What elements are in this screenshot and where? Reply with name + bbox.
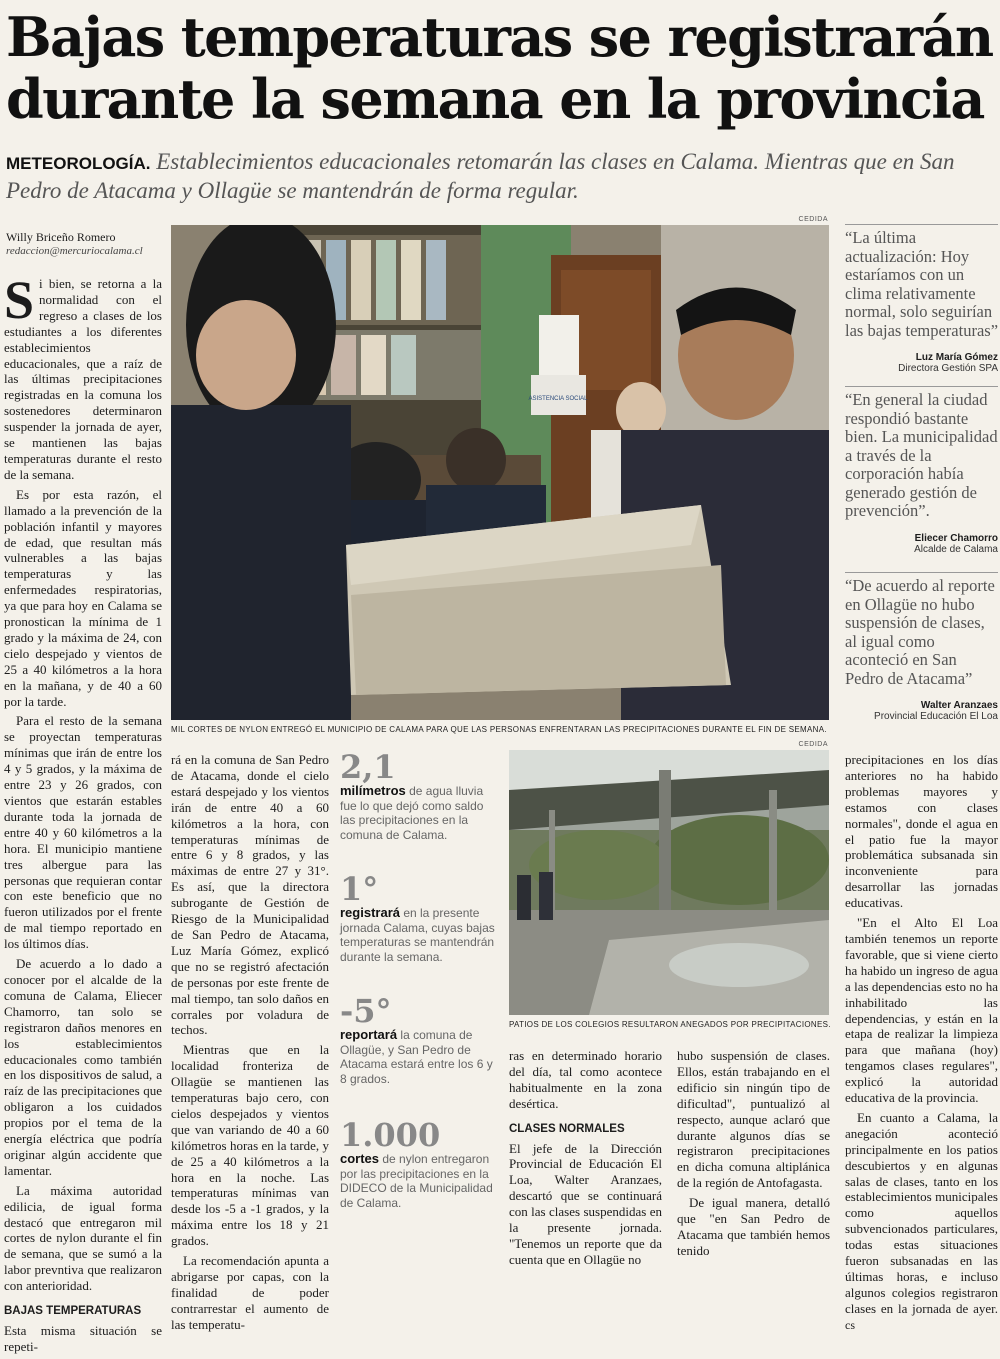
quote-role: Provincial Educación El Loa (874, 711, 998, 722)
stat-number: 1.000 (340, 1116, 441, 1154)
stat-description: cortes de nylon entregaron por las precipitaciones en la DIDECO de la Municipalidad de Calama. (340, 1151, 493, 1210)
author-email[interactable]: redaccion@mercuriocalama.cl (6, 245, 143, 257)
quote-author: Luz María Gómez (915, 352, 998, 363)
quote-text: “De acuerdo al reporte en Ollagüe no hubo suspensión de clases, al igual como aconteció en San Pedro de Atacama” (845, 576, 995, 688)
paragraph: Para el resto de la semana se proyectan temperaturas mínimas que irán de entre los 4 y 5 grados, y la máxima de entre 23 y 26 grados, con vientos que estarán estables durante toda la jornada de entre 40 y 60 kilómetros a la hora. El municipio mantiene tres albergue para las personas que requieran contar con este beneficio que no fueron utilizados por el frente de mal tiempo reportado en los últimos días. (4, 713, 162, 952)
main-photo-image (171, 225, 829, 720)
subheading: CLASES NORMALES (509, 1122, 625, 1135)
paragraph: Esta misma situación se repeti- (4, 1323, 162, 1354)
second-photo-caption: PATIOS DE LOS COLEGIOS RESULTARON ANEGADOS POR PRECIPITACIONES. (509, 1020, 831, 1029)
headline: Bajas temperaturas se registrarán durante la semana en la provincia (6, 5, 993, 131)
paragraph: La máxima autoridad edilicia, de igual forma destacó que entregaron mil cortes de nylon durante el fin de semana, que se sumó a la labor prevntiva que realizaron con anterioridad. (4, 1182, 162, 1294)
office-sign: ASISTENCIA SOCIAL (528, 396, 588, 402)
quote-divider (845, 224, 998, 225)
article-column-5 (677, 1048, 830, 1263)
main-photo-caption: MIL CORTES DE NYLON ENTREGÓ EL MUNICIPIO DE CALAMA PARA QUE LAS PERSONAS ENFRENTARAN LAS PRECIPITACIONES DURANTE EL FIN DE SEMANA. (171, 725, 827, 734)
stat-description: milímetros de agua lluvia fue lo que dejó como saldo las precipitaciones en la comuna de Calama. (340, 783, 484, 842)
stat-1 (340, 750, 498, 842)
second-photo-image (509, 750, 829, 1015)
quote-1 (845, 224, 998, 374)
lead-paragraph (6, 148, 996, 204)
quote-3 (845, 572, 998, 722)
lead-text: Establecimientos educacionales retomarán las clases en Calama. Mientras que en San Pedro de Atacama y Ollagüe se mantendrán de forma regular. (6, 149, 955, 203)
paragraph: La recomendación apunta a abrigarse por capas, con la finalidad de poder contrarrestar el aumento de las temperatu- (171, 1253, 329, 1332)
paragraph: De acuerdo a lo dado a conocer por el alcalde de la comuna de Calama, Eliecer Chamorro, tan solo se registraron daños menores en los establecimientos educacionales como también en los dispositivos de salud, a raíz de las precipitaciones que obligaron a los cuidados propios por el tema de la energía eléctrica que podría originar algún accidente que lamentar. (4, 956, 162, 1178)
photo-credit: CEDIDA (798, 741, 828, 748)
article-column-4 (509, 1048, 662, 1272)
paragraph: De igual manera, detalló que "en San Pedro de Atacama que también hemos tenido (677, 1195, 830, 1258)
author-name: Willy Briceño Romero (6, 230, 116, 244)
article-column-2 (171, 752, 329, 1337)
stat-3 (340, 994, 498, 1086)
quote-role: Alcalde de Calama (914, 543, 998, 555)
second-photo (509, 750, 829, 1015)
section-kicker: METEOROLOGÍA. (6, 154, 151, 173)
paragraph: El jefe de la Dirección Provincial de Educación El Loa, Walter Aranzaes, descartó que se continuará con las clases suspendidas en la presente jornada. "Tenemos un reporte que da cuenta que en Ollagüe no (509, 1140, 662, 1267)
quote-divider (845, 386, 998, 387)
paragraph: Es por esta razón, el llamado a la prevención de la población infantil y mayores de edad, que resultan más vulnerables a las bajas temperaturas y las enfermedades respiratorias, ya que para hoy en Calama se pronostican la mínima de 1 grado y la máxima de 24, con cielo despejado y vientos de 25 a 40 kilómetros a la hora en la mañana, y de 40 a 60 por la tarde. (4, 486, 162, 709)
quote-role: Directora Gestión SPA (898, 363, 998, 374)
article-column-6 (845, 752, 998, 1338)
paragraph: Si bien, se retorna a la normalidad con el regreso a clases de los estudiantes a los diferentes establecimientos educacionales, que a raíz de las últimas precipitaciones registradas en la comuna los sostenedores determinaron suspender la jornada de ayer, se mantienen las bajas temperaturas durante el resto de la semana. (4, 270, 162, 482)
stat-description: registrará en la presente jornada Calama, cuyas bajas temperaturas se mantendrán durante la semana. (340, 905, 495, 964)
paragraph: ras en determinado horario del día, tal como acontece habitualmente en la zona desértica. (509, 1048, 662, 1111)
paragraph: Mientras que en la localidad fronteriza de Ollagüe se mantienen las temperaturas bajo cero, con cielos despejados y vientos que van variando de 40 a 60 kilómetros horas en la tarde, y de 25 a 40 kilómetros a la hora en la noche. Las temperaturas mínimas van desde los -5 a -1 grados, y la máxima entre los 18 y 21 grados. (171, 1042, 329, 1249)
paragraph: rá en la comuna de San Pedro de Atacama, donde el cielo estará despejado y los vientos irán de entre 40 a 60 kilómetros a la hora, con temperaturas mínimas de entre 6 y 8 grados, y las máximas de entre 27 y 31°. Es así, que la directora subrogante de Gestión de Riesgo de la Municipalidad de San Pedro de Atacama, Luz María Gómez, explicó que no se registró afectación de personas por este frente de mal tiempo, tan solo daños en corrales por voladura de techos. (171, 752, 329, 1038)
paragraph: hubo suspensión de clases. Ellos, están trabajando en el edificio sin ningún tipo de dificultad", puntualizó al respecto, aunque aclaró que durante algunos días se registraron precipitaciones en dicha comuna altiplánica de la región de Antofagasta. (677, 1048, 830, 1191)
paragraph: precipitaciones en los días anteriores no ha habido problemas mayores y estamos con clases normales", donde el agua en el patio fue la mayor problemática subsanada sin inconveniente para desarrollar las jornadas educativas. (845, 752, 998, 911)
photo-credit: CEDIDA (798, 216, 828, 223)
quote-2 (845, 386, 998, 555)
quote-divider (845, 572, 998, 573)
main-photo (171, 225, 829, 720)
stat-4 (340, 1118, 498, 1210)
stat-number: 1° (340, 870, 379, 908)
quote-text: “La última actualización: Hoy estaríamos con un clima relativamente normal, solo seguirían las bajas temperaturas” (845, 228, 999, 340)
byline (6, 230, 166, 257)
drop-cap: S (4, 270, 35, 330)
end-mark: cs (845, 1317, 855, 1332)
paragraph: En cuanto a Calama, la anegación aconteció principalmente en los patios descubiertos y en algunas salas de clases, tanto en los establecimientos municipales como aquellos subvencionados particulares, todas estas situaciones fueron subsanadas en las últimas horas, e incluso algunos colegios registraron clases en la jornada de ayer. cs (845, 1109, 998, 1332)
quote-author: Walter Aranzaes (920, 700, 998, 711)
article-column-1 (4, 270, 162, 1359)
stat-number: 2,1 (340, 748, 396, 786)
subheading: BAJAS TEMPERATURAS (4, 1305, 142, 1318)
stat-number: -5° (340, 992, 392, 1030)
quote-text: “En general la ciudad respondió bastante bien. La municipalidad a través de la corporación había generado gestión de prevención”. (845, 390, 998, 520)
stat-2 (340, 872, 498, 964)
stat-description: reportará la comuna de Ollagüe, y San Pedro de Atacama estará entre los 6 y 8 grados. (340, 1027, 493, 1086)
paragraph: "En el Alto El Loa también tenemos un reporte favorable, que si viene cierto ha habido un ingreso de agua a las dependencias esto no ha inhabilitado las dependencias, y están en la etapa de realizar la limpieza para que mañana (hoy) tengamos clases regulares", explicó la autoridad educativa de la provincia. (845, 915, 998, 1106)
quote-author: Eliecer Chamorro (914, 532, 998, 544)
